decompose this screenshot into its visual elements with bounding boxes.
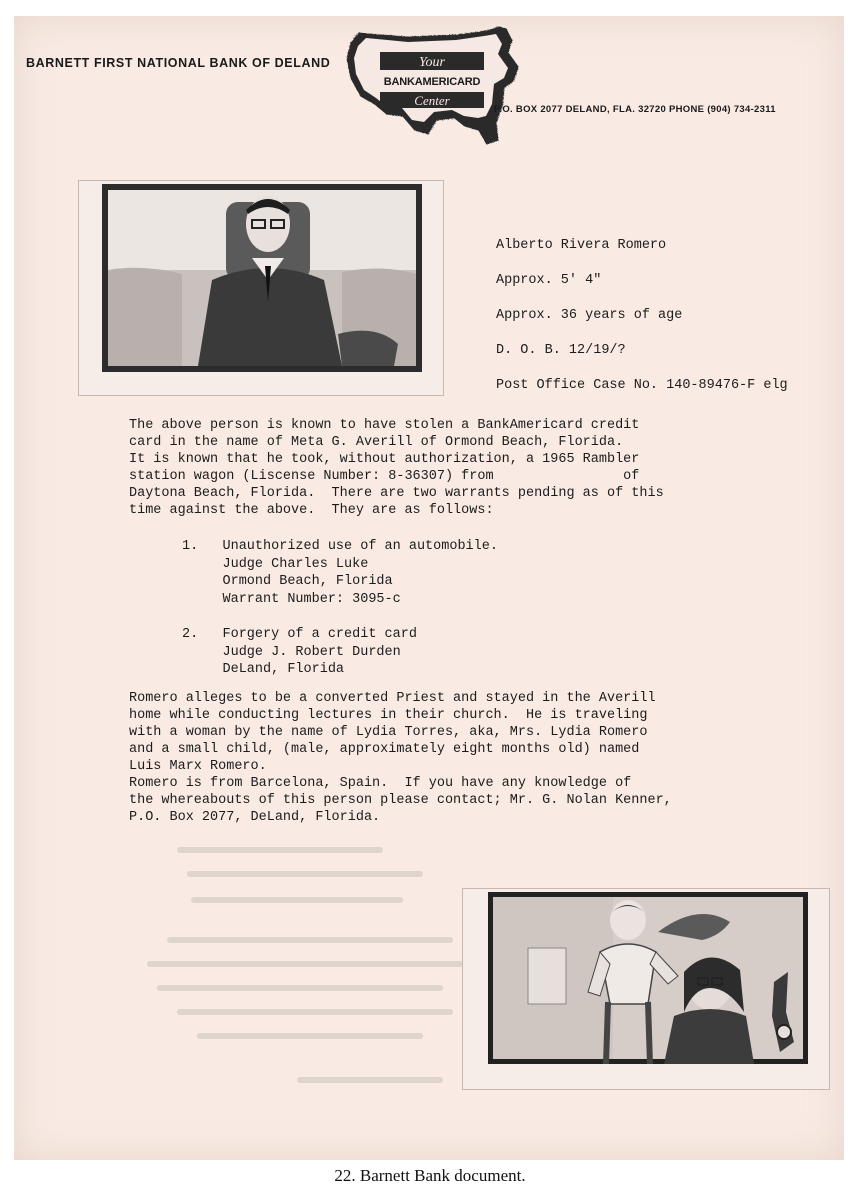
- subject-age: Approx. 36 years of age: [496, 308, 683, 323]
- intro-paragraph: The above person is known to have stolen a BankAmericard credit card in the name of Meta G. Averill of Ormond Beach, Florida. It is known that he took, without authorization, a 1965 Rambler station wagon (Liscense Number: 8-36307) from of Daytona Beach, Florida. There are two warrants pending as of this time against the above. They are as follows:: [129, 418, 664, 518]
- warrant-item-1: 1. Unauthorized use of an automobile. Judge Charles Luke Ormond Beach, Florida Warrant Number: 3095-c: [182, 539, 498, 607]
- bank-address: P.O. BOX 2077 DELAND, FLA. 32720 PHONE (904) 734-2311: [494, 104, 776, 115]
- subject-height: Approx. 5' 4": [496, 273, 602, 288]
- closing-paragraph: Romero alleges to be a converted Priest and stayed in the Averill home while conducting lectures in their church. He is traveling with a woman by the name of Lydia Torres, aka, Mrs. Lydia Romero and a small child, (male, approximately eight months old) named Luis Marx Romero. Romero is from Barcelona, Spain. If you have any knowledge of the whereabouts of this person please contact; Mr. G. Nolan Kenner, P.O. Box 2077, DeLand, Florida.: [129, 691, 672, 825]
- subject-name: Alberto Rivera Romero: [496, 238, 667, 253]
- subject-info: [496, 228, 788, 403]
- logo-line3: Center: [414, 93, 450, 108]
- family-photo: [488, 892, 808, 1064]
- portrait-photo: [102, 184, 422, 372]
- subject-dob: D. O. B. 12/19/?: [496, 343, 626, 358]
- figure-caption: 22. Barnett Bank document.: [334, 1166, 526, 1185]
- case-number: Post Office Case No. 140-89476-F elg: [496, 378, 788, 393]
- logo-line1: Your: [419, 55, 445, 70]
- bank-name: BARNETT FIRST NATIONAL BANK OF DELAND: [26, 56, 331, 70]
- logo-line2: BANKAMERICARD: [383, 76, 481, 88]
- warrant-item-2: 2. Forgery of a credit card Judge J. Robert Durden DeLand, Florida: [182, 627, 417, 678]
